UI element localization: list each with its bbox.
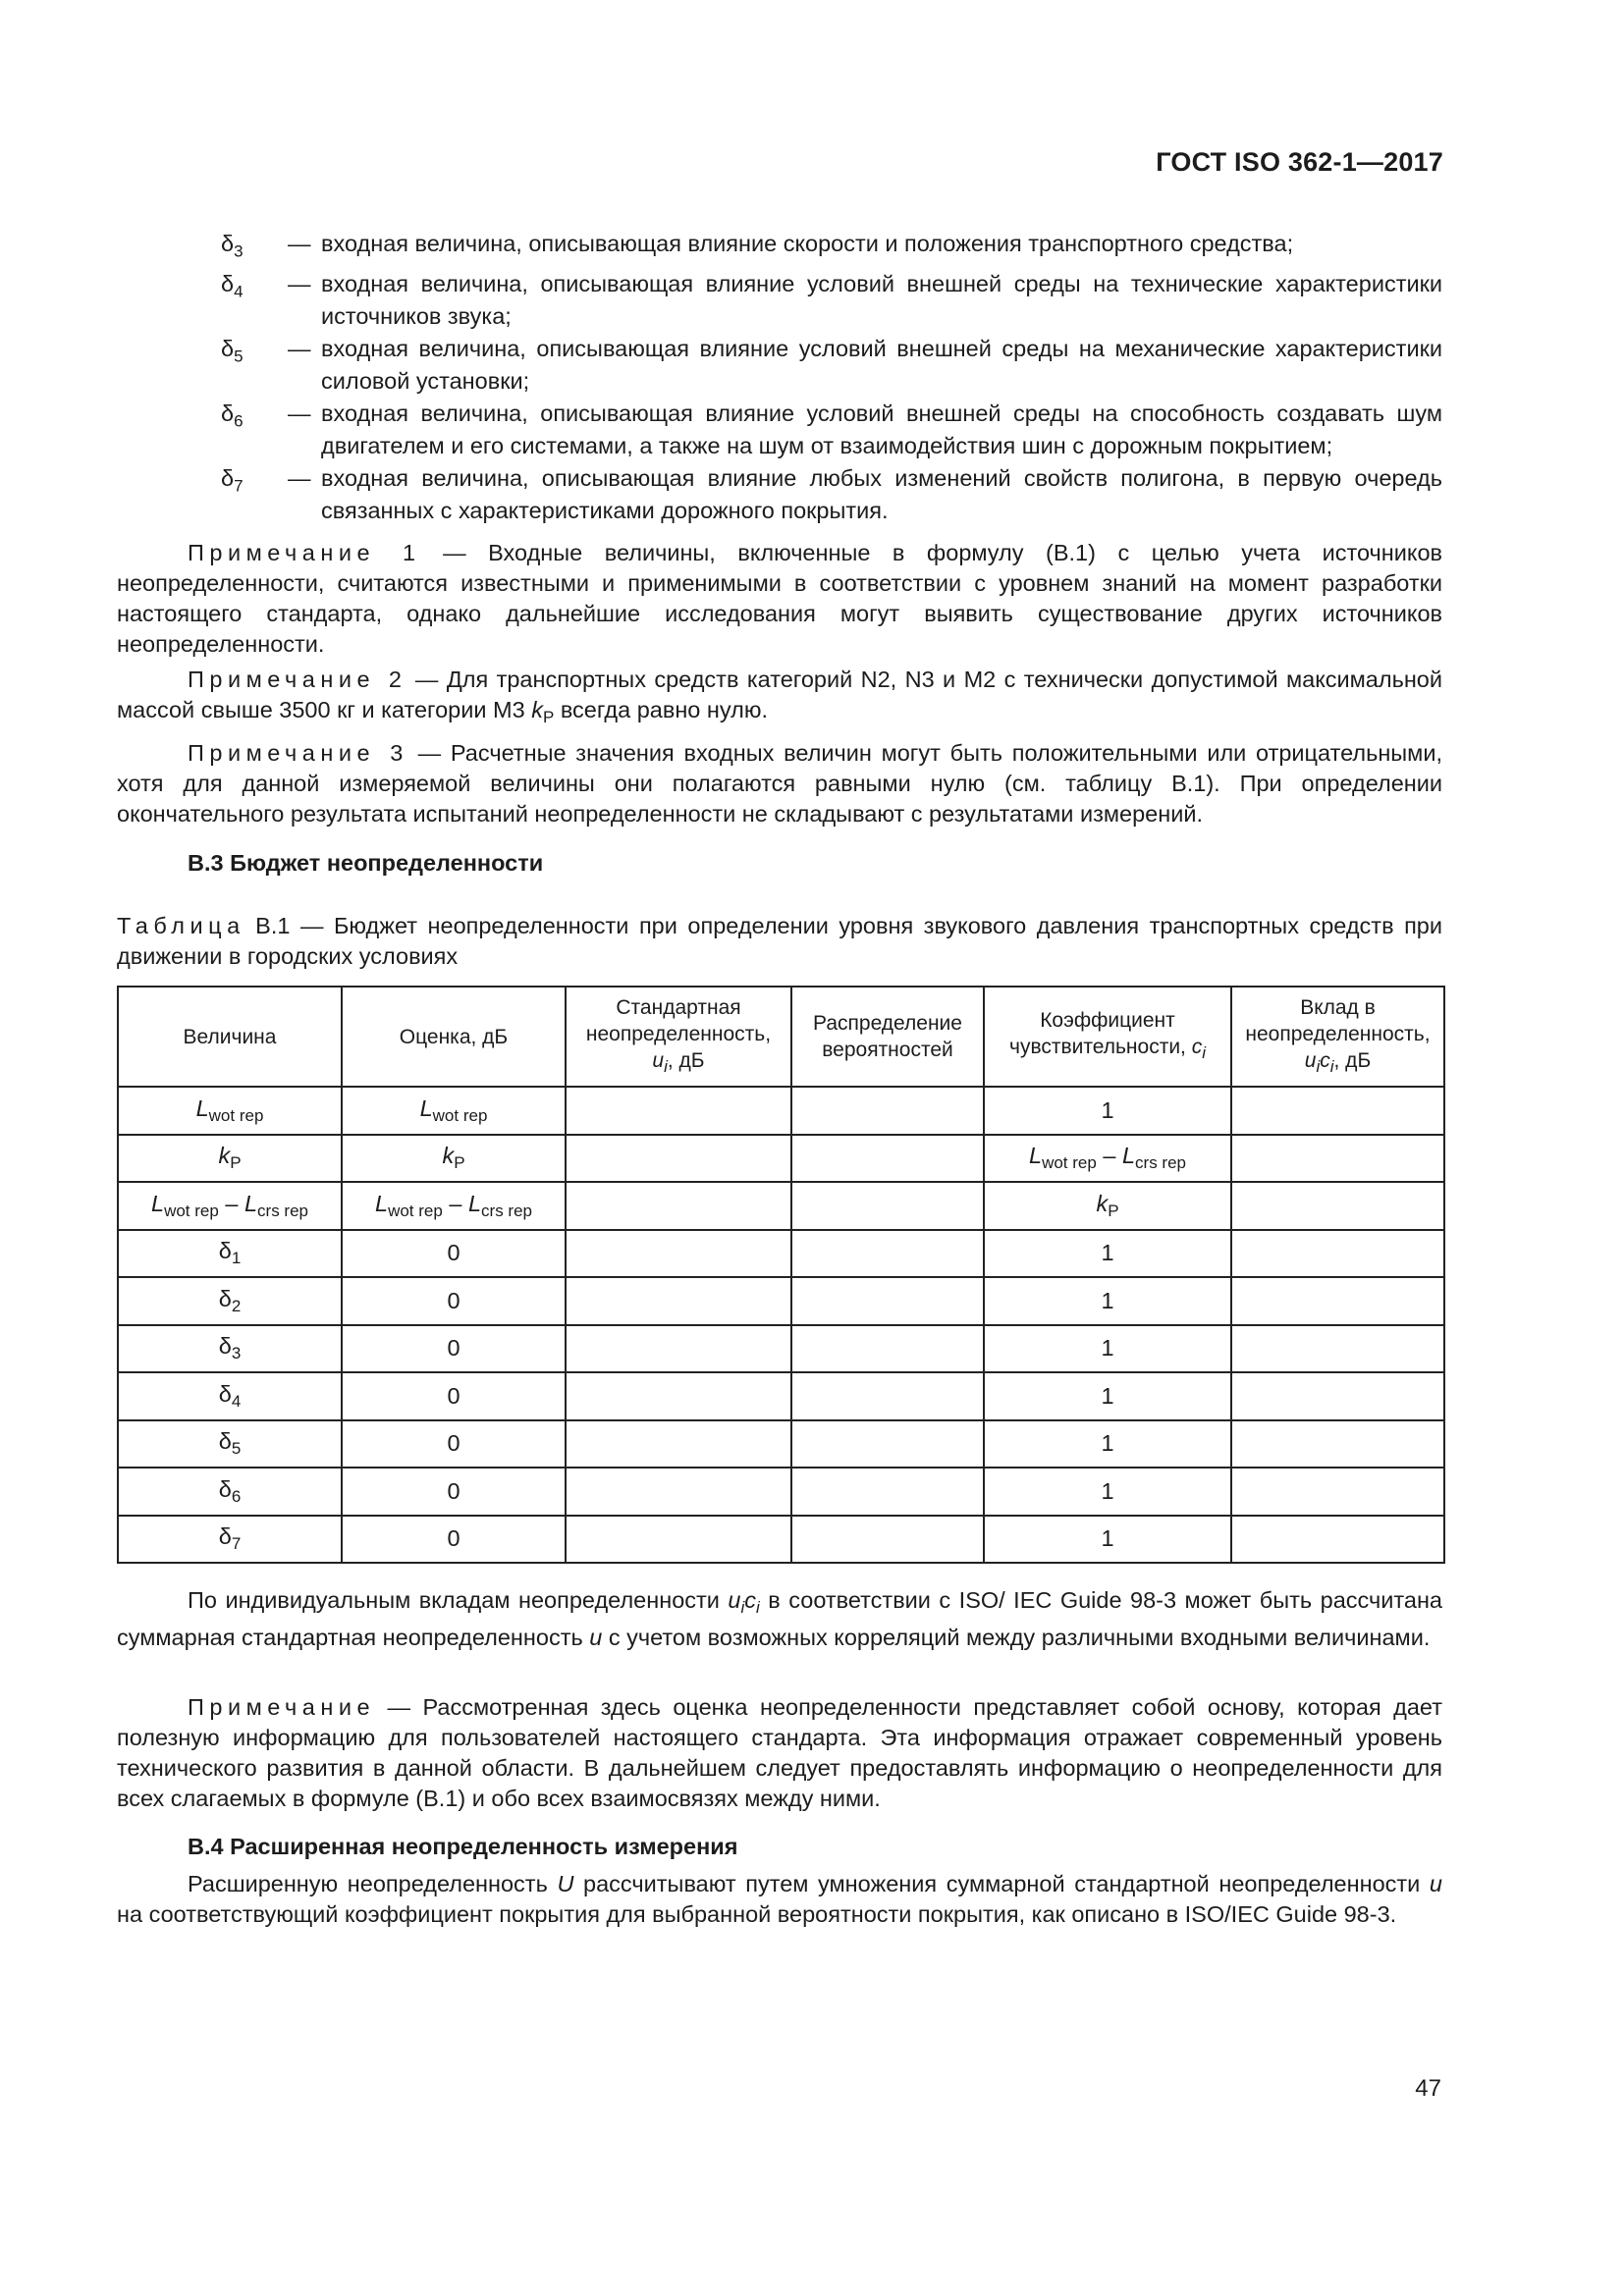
cell-estimate: 0 [342,1230,566,1278]
note-assessment-text: — Рассмотренная здесь оценка неопределенности представляет собой основу, которая дает полезную информацию для пользователей настоящего стандарта. Эта информация отражает современный уровень технического развития в данной области. В дальнейшем следует предоставлять информацию о неопределенности для всех слагаемых в формуле (B.1) и обо всех взаимосвязях между ними. [117,1694,1442,1811]
definition-symbol: δ [221,270,235,296]
cell-empty [791,1468,984,1516]
definition-dash: — [288,464,311,491]
table-caption [117,911,1442,972]
note-3-text: — Расчетные значения входных величин могут быть положительными или отрицательными, хотя для данной измеряемой величины они полагаются равными нулю (см. таблицу B.1). При определении окончательного результата испытаний неопределенности не складывают с результатами измерений. [117,740,1442,827]
cell-empty [1231,1516,1444,1564]
note-2-k-subscript: P [542,708,555,726]
table-caption-label: Таблица [117,913,245,938]
definitions-list [117,228,1442,527]
cell-empty [566,1230,791,1278]
header-quantity: Величина [118,987,342,1087]
cell-empty [1231,1087,1444,1135]
cell-empty [566,1135,791,1183]
cell-estimate: 0 [342,1372,566,1420]
cell-empty [791,1372,984,1420]
cell-quantity: $\delta_3$ [118,1325,342,1373]
cell-quantity: $\delta_4$ [118,1372,342,1420]
definition-dash: — [288,231,311,256]
table-row [118,1372,1444,1420]
definition-subscript: 3 [234,241,244,261]
table-row [118,1420,1444,1468]
definition-item [117,333,1442,398]
table-row [118,1230,1444,1278]
cell-coefficient: 1 [984,1277,1231,1325]
cell-empty [566,1420,791,1468]
note-1 [117,538,1442,660]
page-number: 47 [1415,2075,1441,2102]
definition-text: входная величина, описывающая влияние условий внешней среды на механические характеристики силовой установки; [321,335,1442,394]
cell-estimate: $L_{wot rep} - L_{crs rep}$ [342,1182,566,1230]
cell-estimate: 0 [342,1516,566,1564]
cell-empty [1231,1182,1444,1230]
cell-empty [566,1182,791,1230]
table-row [118,1468,1444,1516]
cell-empty [1231,1277,1444,1325]
cell-quantity: $\delta_2$ [118,1277,342,1325]
note-2-text-a: — Для транспортных средств категорий N2, N3 и M2 с технически допустимой максимальной массой свыше 3500 кг и категории M3 [117,667,1442,722]
cell-empty [566,1468,791,1516]
definition-dash: — [288,400,311,426]
definition-subscript: 4 [234,282,244,301]
cell-empty [1231,1230,1444,1278]
table-header-row [118,987,1444,1087]
cell-quantity: $\delta_6$ [118,1468,342,1516]
definition-symbol: δ [221,231,235,256]
note-3 [117,738,1442,829]
cell-empty [566,1516,791,1564]
header-sensitivity-coefficient: Коэффициент чувствительности, $c_i$ [984,987,1231,1087]
definition-subscript: 5 [234,347,244,366]
cell-quantity: $k_P$ [118,1135,342,1183]
paragraph-combined-uncertainty: По индивидуальным вкладам неопределенности $u_ic_i$ в соответствии с ISO/ IEC Guide 98-3 может быть рассчитана суммарная стандартная неопределенность u с учетом возможных корреляций между различными входными величинами. [117,1587,1442,1650]
cell-empty [791,1087,984,1135]
note-1-label: Примечание 1 [188,540,421,565]
note-2-text-b: всегда равно нулю. [554,697,768,722]
cell-estimate: 0 [342,1420,566,1468]
table-caption-text: B.1 — Бюджет неопределенности при определении уровня звукового давления транспортных средств при движении в городских условиях [117,913,1442,969]
definition-symbol: δ [221,335,235,361]
table-row [118,1277,1444,1325]
cell-coefficient: $k_P$ [984,1182,1231,1230]
cell-coefficient: 1 [984,1468,1231,1516]
table-row [118,1516,1444,1564]
header-standard-uncertainty: Стандартная неопределенность, $u_i$, дБ [566,987,791,1087]
definition-symbol: δ [221,464,235,491]
cell-empty [791,1325,984,1373]
cell-empty [791,1135,984,1183]
cell-quantity: $L_{wot rep} - L_{crs rep}$ [118,1182,342,1230]
note-2-label: Примечание 2 [188,667,407,692]
cell-coefficient: 1 [984,1420,1231,1468]
table-row [118,1135,1444,1183]
definition-text: входная величина, описывающая влияние любых изменений свойств полигона, в первую очередь связанных с характеристиками дорожного покрытия. [321,464,1442,523]
cell-estimate: 0 [342,1468,566,1516]
cell-coefficient: 1 [984,1516,1231,1564]
definition-subscript: 7 [234,476,244,496]
cell-coefficient: 1 [984,1087,1231,1135]
cell-quantity: $\delta_5$ [118,1420,342,1468]
cell-empty [1231,1372,1444,1420]
table-row [118,1325,1444,1373]
cell-empty [1231,1420,1444,1468]
cell-quantity: $\delta_7$ [118,1516,342,1564]
cell-coefficient: 1 [984,1325,1231,1373]
cell-empty [1231,1325,1444,1373]
cell-quantity: $L_{wot rep}$ [118,1087,342,1135]
standard-code-header: ГОСТ ISO 362-1—2017 [1156,147,1443,177]
cell-empty [566,1087,791,1135]
note-3-label: Примечание 3 [188,740,408,766]
cell-empty [1231,1135,1444,1183]
table-row [118,1087,1444,1135]
cell-empty [566,1325,791,1373]
uncertainty-budget-table [117,986,1445,1564]
note-2-k-symbol: k [531,697,543,722]
paragraph-expanded-uncertainty: Расширенную неопределенность U рассчитывают путем умножения суммарной стандартной неопределенности u на соответствующий коэффициент покрытия для выбранной вероятности покрытия, как описано в ISO/IEC Guide 98-3. [117,1871,1442,1927]
definition-text: входная величина, описывающая влияние скорости и положения транспортного средства; [321,231,1294,256]
definition-subscript: 6 [234,411,244,431]
cell-coefficient: 1 [984,1372,1231,1420]
definition-text: входная величина, описывающая влияние условий внешней среды на технические характеристики источников звука; [321,270,1442,329]
cell-coefficient: $L_{wot rep} - L_{crs rep}$ [984,1135,1231,1183]
table-row [118,1182,1444,1230]
cell-empty [566,1277,791,1325]
cell-estimate: 0 [342,1325,566,1373]
definition-dash: — [288,335,311,361]
cell-quantity: $\delta_1$ [118,1230,342,1278]
cell-estimate: $k_P$ [342,1135,566,1183]
cell-empty [791,1277,984,1325]
definition-symbol: δ [221,400,235,426]
definition-item [117,268,1442,333]
header-distribution: Распределение вероятностей [791,987,984,1087]
header-estimate: Оценка, дБ [342,987,566,1087]
note-1-text: — Входные величины, включенные в формулу (B.1) с целью учета источников неопределенности, считаются известными и применимыми в соответствии с уровнем знаний на момент разработки настоящего стандарта, однако дальнейшие исследования могут выявить существование других источников неопределенности. [117,540,1442,657]
definition-item [117,398,1442,462]
definition-text: входная величина, описывающая влияние условий внешней среды на способность создавать шум двигателем и его системами, а также на шум от взаимодействия шин с дорожным покрытием; [321,400,1442,458]
cell-empty [791,1230,984,1278]
note-2 [117,665,1442,732]
definition-dash: — [288,270,311,296]
cell-estimate: 0 [342,1277,566,1325]
cell-empty [791,1516,984,1564]
section-b3-heading: B.3 Бюджет неопределенности [188,850,544,876]
header-contribution: Вклад в неопределенность, $u_ic_i$, дБ [1231,987,1444,1087]
cell-empty [791,1420,984,1468]
cell-empty [566,1372,791,1420]
note-assessment [117,1692,1442,1814]
note-assessment-label: Примечание [188,1694,376,1720]
section-b4-heading: B.4 Расширенная неопределенность измерения [188,1834,738,1859]
definition-item [117,228,1442,268]
cell-empty [1231,1468,1444,1516]
cell-estimate: $L_{wot rep}$ [342,1087,566,1135]
definition-item [117,462,1442,527]
cell-empty [791,1182,984,1230]
cell-coefficient: 1 [984,1230,1231,1278]
